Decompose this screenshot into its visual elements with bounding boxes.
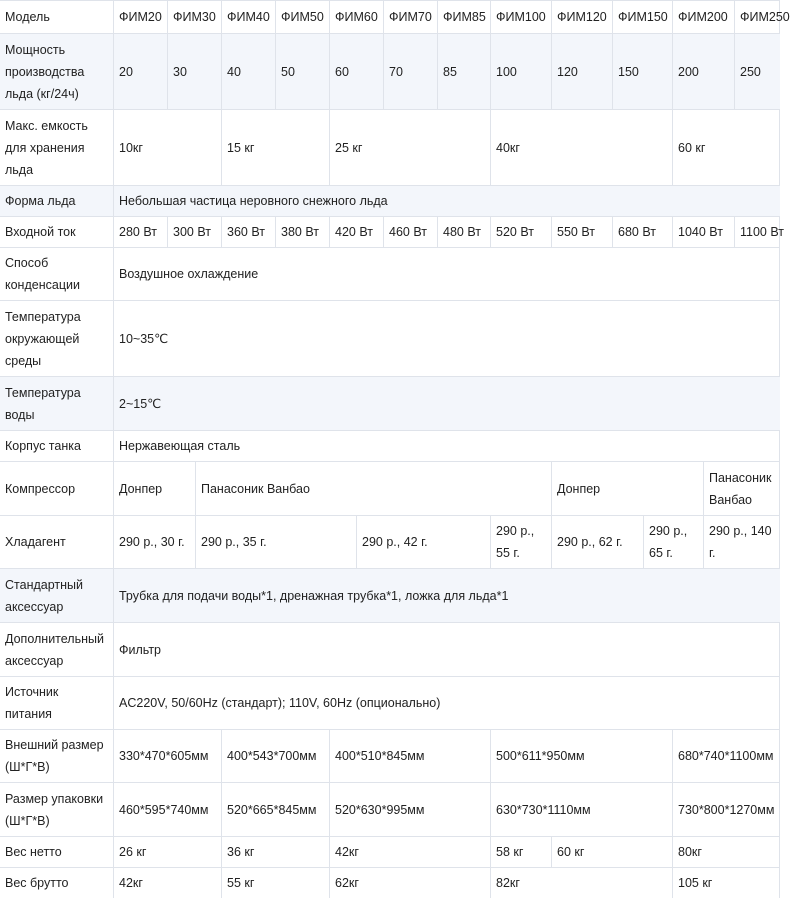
table-cell bbox=[221, 730, 329, 782]
table-cell bbox=[437, 217, 490, 247]
table-row bbox=[0, 33, 780, 109]
row-label bbox=[0, 217, 113, 247]
cell-value: ФИМ100 bbox=[496, 10, 546, 24]
cell-value: 20 bbox=[119, 64, 133, 79]
table-row bbox=[0, 867, 780, 898]
table-cell bbox=[490, 783, 672, 836]
table-cell bbox=[113, 462, 195, 515]
table-cell bbox=[672, 730, 780, 782]
cell-value: Донпер bbox=[119, 481, 163, 496]
cell-value: 50 bbox=[281, 64, 295, 79]
table-cell bbox=[356, 516, 490, 568]
cell-value: ФИМ200 bbox=[678, 10, 728, 24]
cell-value: ФИМ120 bbox=[557, 10, 607, 24]
cell-value: ФИМ60 bbox=[335, 10, 378, 24]
table-cell bbox=[113, 431, 780, 461]
cell-value: 82кг bbox=[496, 876, 520, 890]
table-cell bbox=[113, 377, 780, 430]
row-label bbox=[0, 377, 113, 430]
table-cell bbox=[383, 217, 437, 247]
table-cell bbox=[221, 868, 329, 898]
table-row bbox=[0, 729, 780, 782]
table-cell bbox=[703, 516, 780, 568]
cell-value: 290 р., 42 г. bbox=[362, 535, 428, 549]
cell-value: Небольшая частица неровного снежного льда bbox=[119, 194, 388, 208]
row-label bbox=[0, 677, 113, 729]
cell-value: 420 Вт bbox=[335, 225, 373, 239]
cell-value: 630*730*1110мм bbox=[496, 802, 591, 817]
table-row bbox=[0, 461, 780, 515]
table-cell bbox=[195, 516, 356, 568]
table-row bbox=[0, 515, 780, 568]
row-label bbox=[0, 301, 113, 376]
table-cell bbox=[113, 677, 780, 729]
cell-value: 360 Вт bbox=[227, 225, 265, 239]
table-cell bbox=[113, 730, 221, 782]
table-cell bbox=[383, 1, 437, 33]
table-row bbox=[0, 782, 780, 836]
table-row bbox=[0, 247, 780, 300]
cell-value: 120 bbox=[557, 64, 578, 79]
row-label bbox=[0, 783, 113, 836]
row-label bbox=[0, 431, 113, 461]
row-label-text: Вес брутто bbox=[5, 876, 69, 890]
table-cell bbox=[167, 1, 221, 33]
table-cell bbox=[113, 110, 221, 185]
table-cell bbox=[275, 1, 329, 33]
table-cell bbox=[329, 1, 383, 33]
cell-value: 730*800*1270мм bbox=[678, 802, 775, 817]
row-label-text: Стандартный аксессуар bbox=[5, 577, 83, 614]
table-cell bbox=[490, 217, 551, 247]
row-label bbox=[0, 462, 113, 515]
table-cell bbox=[113, 837, 221, 867]
cell-value: 480 Вт bbox=[443, 225, 481, 239]
table-cell bbox=[275, 217, 329, 247]
table-cell bbox=[672, 110, 780, 185]
cell-value: 25 кг bbox=[335, 140, 363, 155]
row-label-text: Входной ток bbox=[5, 225, 76, 239]
table-cell bbox=[329, 868, 490, 898]
table-cell bbox=[734, 217, 785, 247]
cell-value: 330*470*605мм bbox=[119, 749, 209, 763]
table-cell bbox=[329, 34, 383, 109]
table-cell bbox=[672, 837, 780, 867]
table-row bbox=[0, 376, 780, 430]
cell-value: 60 кг bbox=[678, 140, 706, 155]
table-cell bbox=[672, 1, 734, 33]
table-cell bbox=[734, 34, 780, 109]
cell-value: 500*611*950мм bbox=[496, 749, 585, 763]
table-cell bbox=[490, 837, 551, 867]
cell-value: ФИМ40 bbox=[227, 10, 270, 24]
table-cell bbox=[167, 217, 221, 247]
table-cell bbox=[113, 301, 780, 376]
row-label bbox=[0, 34, 113, 109]
cell-value: 60 bbox=[335, 64, 349, 79]
table-cell bbox=[490, 34, 551, 109]
cell-value: ФИМ85 bbox=[443, 10, 486, 24]
cell-value: 520*630*995мм bbox=[335, 802, 425, 817]
row-label bbox=[0, 110, 113, 185]
table-cell bbox=[612, 1, 672, 33]
row-label bbox=[0, 868, 113, 898]
cell-value: ФИМ70 bbox=[389, 10, 432, 24]
table-cell bbox=[672, 34, 734, 109]
cell-value: 40 bbox=[227, 64, 241, 79]
cell-value: 460 Вт bbox=[389, 225, 427, 239]
cell-value: 380 Вт bbox=[281, 225, 319, 239]
table-row bbox=[0, 185, 780, 216]
table-cell bbox=[437, 34, 490, 109]
row-label bbox=[0, 516, 113, 568]
row-label-text: Корпус танка bbox=[5, 439, 81, 453]
table-row bbox=[0, 430, 780, 461]
cell-value: 70 bbox=[389, 64, 403, 79]
table-cell bbox=[113, 248, 780, 300]
cell-value: 680*740*1100мм bbox=[678, 749, 774, 763]
table-cell bbox=[672, 783, 780, 836]
table-cell bbox=[551, 1, 612, 33]
row-label-text: Форма льда bbox=[5, 194, 76, 208]
table-cell bbox=[612, 34, 672, 109]
table-cell bbox=[275, 34, 329, 109]
table-cell bbox=[490, 110, 672, 185]
cell-value: 60 кг bbox=[557, 845, 585, 859]
row-label-text: Способ конденсации bbox=[5, 256, 80, 292]
row-label-text: Модель bbox=[5, 10, 50, 24]
row-label-text: Вес нетто bbox=[5, 845, 62, 859]
cell-value: 520*665*845мм bbox=[227, 802, 317, 817]
cell-value: 42кг bbox=[119, 876, 143, 890]
cell-value: Воздушное охлаждение bbox=[119, 267, 259, 281]
table-cell bbox=[490, 516, 551, 568]
cell-value: 460*595*740мм bbox=[119, 802, 209, 817]
row-label-text: Источник питания bbox=[5, 685, 59, 721]
row-label-text: Макс. емкость для хранения льда bbox=[5, 118, 88, 177]
table-cell bbox=[113, 186, 780, 216]
cell-value: 100 bbox=[496, 64, 517, 79]
cell-value: 250 bbox=[740, 64, 761, 79]
table-cell bbox=[490, 1, 551, 33]
cell-value: 15 кг bbox=[227, 140, 255, 155]
row-label-text: Размер упаковки (Ш*Г*В) bbox=[5, 791, 104, 828]
cell-value: 10~35℃ bbox=[119, 331, 169, 346]
table-cell bbox=[490, 868, 672, 898]
row-label-text: Внешний размер (Ш*Г*В) bbox=[5, 738, 104, 774]
table-cell bbox=[221, 1, 275, 33]
row-label bbox=[0, 730, 113, 782]
cell-value: 1040 Вт bbox=[678, 225, 723, 239]
cell-value: Нержавеющая сталь bbox=[119, 439, 241, 453]
table-cell bbox=[551, 462, 703, 515]
row-label-text: Компрессор bbox=[5, 481, 76, 496]
table-cell bbox=[672, 868, 780, 898]
table-row bbox=[0, 676, 780, 729]
table-cell bbox=[490, 730, 672, 782]
cell-value: 300 Вт bbox=[173, 225, 211, 239]
cell-value: 58 кг bbox=[496, 845, 524, 859]
cell-value: ФИМ20 bbox=[119, 10, 162, 24]
cell-value: 36 кг bbox=[227, 845, 255, 859]
row-label-text: Температура окружающей среды bbox=[5, 309, 81, 368]
cell-value: 280 Вт bbox=[119, 225, 157, 239]
table-cell bbox=[113, 1, 167, 33]
cell-value: 85 bbox=[443, 64, 457, 79]
table-row bbox=[0, 622, 780, 676]
table-cell bbox=[221, 110, 329, 185]
cell-value: 290 р., 140 г. bbox=[709, 524, 772, 560]
table-row bbox=[0, 568, 780, 622]
cell-value: 105 кг bbox=[678, 876, 713, 890]
cell-value: 30 bbox=[173, 64, 187, 79]
row-label-text: Хладагент bbox=[5, 535, 66, 549]
cell-value: Донпер bbox=[557, 481, 601, 496]
cell-value: 42кг bbox=[335, 845, 359, 859]
table-cell bbox=[329, 217, 383, 247]
table-cell bbox=[113, 783, 221, 836]
cell-value: ФИМ250 bbox=[740, 10, 790, 24]
cell-value: 26 кг bbox=[119, 845, 147, 859]
cell-value: 55 кг bbox=[227, 876, 255, 890]
table-cell bbox=[195, 462, 551, 515]
cell-value: ФИМ150 bbox=[618, 10, 668, 24]
table-row bbox=[0, 836, 780, 867]
table-row bbox=[0, 0, 790, 33]
table-cell bbox=[113, 516, 195, 568]
cell-value: 290 р., 35 г. bbox=[201, 535, 267, 549]
table-cell bbox=[113, 569, 780, 622]
table-cell bbox=[551, 837, 672, 867]
row-label-text: Мощность производства льда (кг/24ч) bbox=[5, 42, 85, 101]
cell-value: 150 bbox=[618, 64, 639, 79]
cell-value: 400*510*845мм bbox=[335, 749, 425, 763]
table-cell bbox=[703, 462, 780, 515]
cell-value: ФИМ30 bbox=[173, 10, 216, 24]
table-row bbox=[0, 109, 780, 185]
table-cell bbox=[113, 217, 167, 247]
table-cell bbox=[113, 623, 780, 676]
row-label bbox=[0, 186, 113, 216]
cell-value: 40кг bbox=[496, 140, 520, 155]
row-label bbox=[0, 623, 113, 676]
row-label bbox=[0, 569, 113, 622]
table-row bbox=[0, 300, 780, 376]
table-cell bbox=[113, 868, 221, 898]
cell-value: 520 Вт bbox=[496, 225, 534, 239]
cell-value: 290 р., 30 г. bbox=[119, 535, 185, 549]
table-cell bbox=[612, 217, 672, 247]
table-cell bbox=[167, 34, 221, 109]
cell-value: 550 Вт bbox=[557, 225, 595, 239]
table-cell bbox=[437, 1, 490, 33]
cell-value: 290 р., 65 г. bbox=[649, 524, 688, 560]
row-label-text: Дополнительный аксессуар bbox=[5, 631, 104, 668]
cell-value: 62кг bbox=[335, 876, 359, 890]
table-cell bbox=[221, 783, 329, 836]
cell-value: Трубка для подачи воды*1, дренажная трубка*1, ложка для льда*1 bbox=[119, 588, 509, 603]
table-cell bbox=[551, 516, 643, 568]
cell-value: 400*543*700мм bbox=[227, 749, 317, 763]
row-label bbox=[0, 1, 113, 33]
table-cell bbox=[551, 217, 612, 247]
table-cell bbox=[551, 34, 612, 109]
cell-value: 200 bbox=[678, 64, 699, 79]
table-cell bbox=[221, 217, 275, 247]
cell-value: 290 р., 55 г. bbox=[496, 524, 535, 560]
cell-value: 1100 Вт bbox=[740, 225, 785, 239]
table-cell bbox=[221, 34, 275, 109]
table-row bbox=[0, 216, 785, 247]
table-cell bbox=[329, 837, 490, 867]
cell-value: AC220V, 50/60Hz (стандарт); 110V, 60Hz (опционально) bbox=[119, 696, 441, 710]
cell-value: Фильтр bbox=[119, 642, 161, 657]
cell-value: Панасоник Ванбао bbox=[201, 481, 310, 496]
cell-value: Панасоник Ванбао bbox=[709, 470, 772, 507]
table-cell bbox=[329, 730, 490, 782]
row-label bbox=[0, 837, 113, 867]
cell-value: 680 Вт bbox=[618, 225, 656, 239]
table-cell bbox=[643, 516, 703, 568]
table-cell bbox=[734, 1, 790, 33]
cell-value: ФИМ50 bbox=[281, 10, 324, 24]
cell-value: 290 р., 62 г. bbox=[557, 535, 623, 549]
table-cell bbox=[672, 217, 734, 247]
cell-value: 80кг bbox=[678, 845, 702, 859]
table-cell bbox=[329, 110, 490, 185]
cell-value: 2~15℃ bbox=[119, 396, 162, 411]
table-cell bbox=[383, 34, 437, 109]
table-cell bbox=[221, 837, 329, 867]
row-label bbox=[0, 248, 113, 300]
row-label-text: Температура воды bbox=[5, 385, 81, 422]
table-cell bbox=[113, 34, 167, 109]
table-cell bbox=[329, 783, 490, 836]
cell-value: 10кг bbox=[119, 140, 143, 155]
